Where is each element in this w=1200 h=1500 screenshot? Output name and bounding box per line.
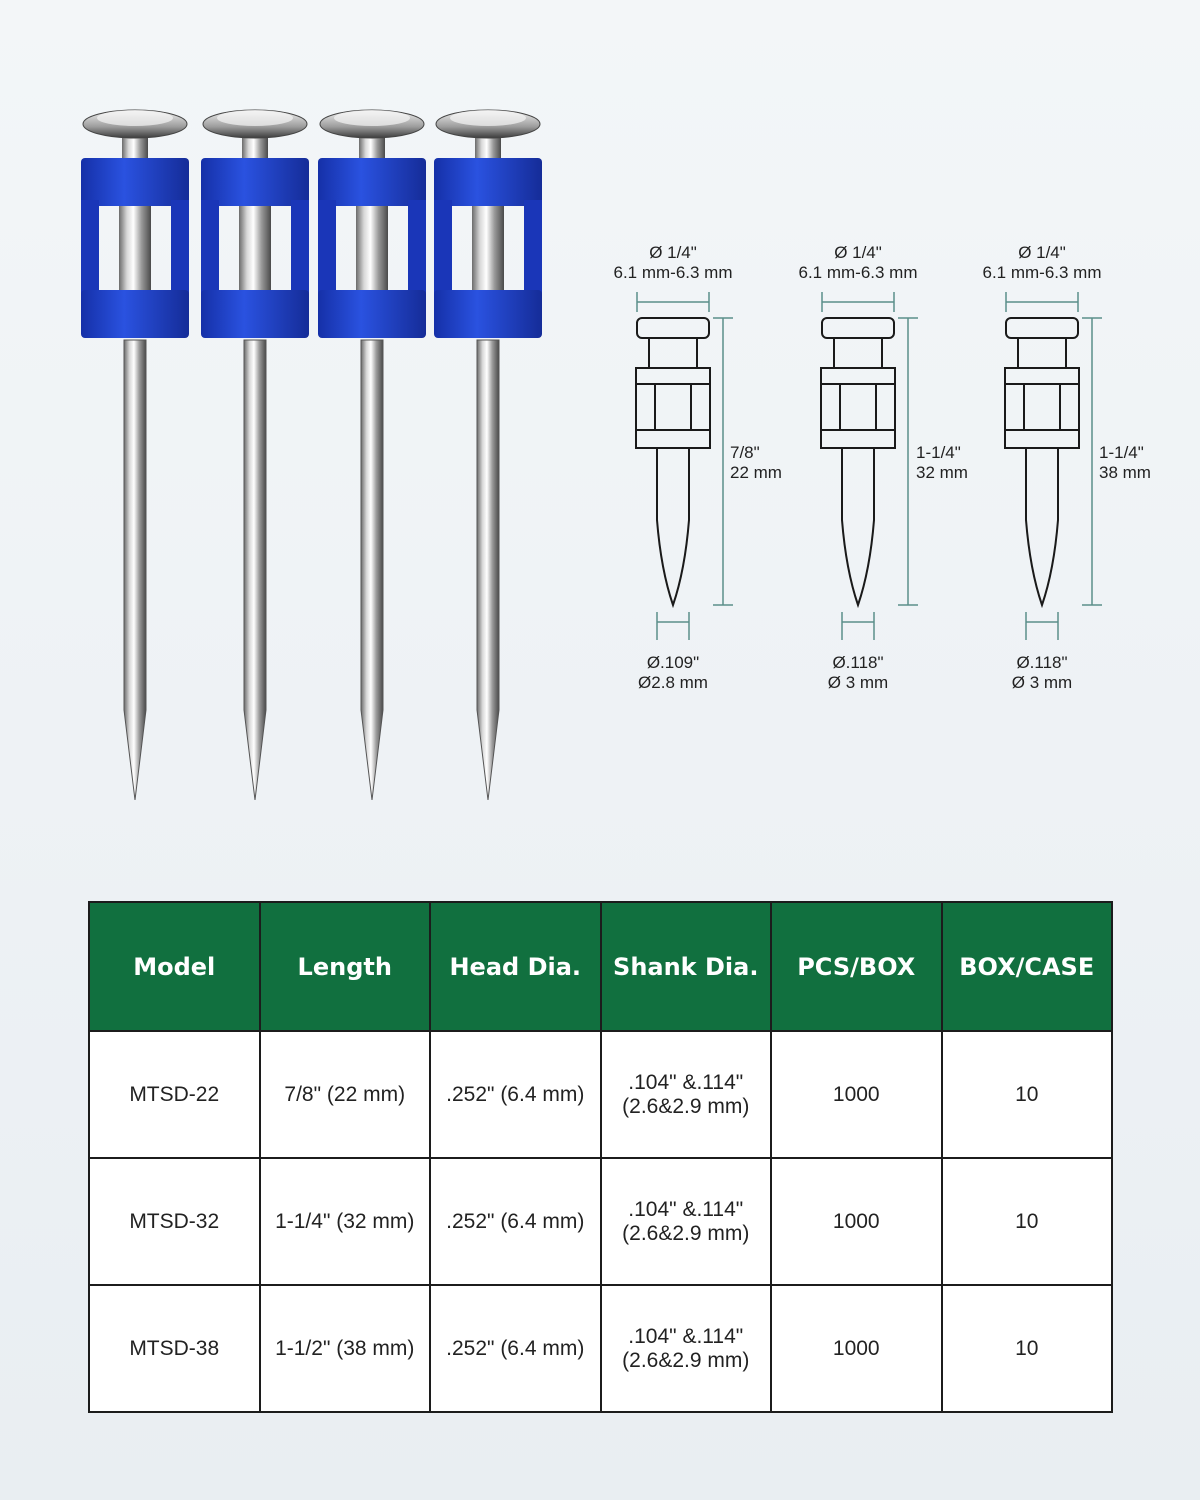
shank-mm-2: Ø 3 mm <box>827 673 889 692</box>
header-box-case: BOX/CASE <box>942 902 1113 1031</box>
pin-drawing-1 <box>613 243 781 692</box>
shank-in-3: Ø.118" <box>1016 653 1068 672</box>
drive-pin-4 <box>434 110 542 800</box>
cell-length: 1-1/2" (38 mm) <box>260 1285 431 1412</box>
cell-pcs-box: 1000 <box>771 1285 942 1412</box>
cell-shank-dia <box>601 1158 772 1285</box>
head-dia-mm-3: 6.1 mm-6.3 mm <box>982 263 1102 282</box>
cell-box-case: 10 <box>942 1031 1113 1158</box>
cell-length: 7/8" (22 mm) <box>260 1031 431 1158</box>
table-row <box>89 1158 1112 1285</box>
cell-model: MTSD-38 <box>89 1285 260 1412</box>
cell-box-case: 10 <box>942 1285 1113 1412</box>
cell-pcs-box: 1000 <box>771 1031 942 1158</box>
shank-dia-mm: (2.6&2.9 mm) <box>622 1348 750 1372</box>
shank-mm-3: Ø 3 mm <box>1011 673 1073 692</box>
length-in-1: 7/8" <box>730 443 760 462</box>
shank-dia-inch: .104" &.114" <box>628 1070 744 1094</box>
shank-in-2: Ø.118" <box>832 653 884 672</box>
head-dia-in-3: Ø 1/4" <box>1018 243 1066 262</box>
head-dia-in-2: Ø 1/4" <box>834 243 882 262</box>
drive-pin-2 <box>201 110 309 800</box>
shank-dia-inch: .104" &.114" <box>628 1324 744 1348</box>
shank-dia-inch: .104" &.114" <box>628 1197 744 1221</box>
cell-pcs-box: 1000 <box>771 1158 942 1285</box>
header-shank-dia: Shank Dia. <box>601 902 772 1031</box>
head-dia-in-1: Ø 1/4" <box>649 243 697 262</box>
cell-model: MTSD-22 <box>89 1031 260 1158</box>
shank-mm-1: Ø2.8 mm <box>638 673 708 692</box>
cell-box-case: 10 <box>942 1158 1113 1285</box>
cell-head-dia: .252" (6.4 mm) <box>430 1158 601 1285</box>
header-pcs-box: PCS/BOX <box>771 902 942 1031</box>
drive-pins-photo <box>70 100 570 820</box>
cell-model: MTSD-32 <box>89 1158 260 1285</box>
length-mm-1: 22 mm <box>730 463 782 482</box>
header-length: Length <box>260 902 431 1031</box>
table-row <box>89 1031 1112 1158</box>
head-dia-mm-2: 6.1 mm-6.3 mm <box>798 263 918 282</box>
cell-length: 1-1/4" (32 mm) <box>260 1158 431 1285</box>
cell-shank-dia <box>601 1031 772 1158</box>
pin-drawing-3 <box>982 243 1150 692</box>
drive-pin-3 <box>318 110 426 800</box>
head-dia-mm-1: 6.1 mm-6.3 mm <box>613 263 733 282</box>
drive-pin-1 <box>81 110 189 800</box>
header-model: Model <box>89 902 260 1031</box>
shank-dia-mm: (2.6&2.9 mm) <box>622 1221 750 1245</box>
spec-table <box>88 901 1113 1413</box>
length-mm-3: 38 mm <box>1099 463 1151 482</box>
cell-shank-dia <box>601 1285 772 1412</box>
shank-dia-mm: (2.6&2.9 mm) <box>622 1094 750 1118</box>
cell-head-dia: .252" (6.4 mm) <box>430 1031 601 1158</box>
cell-head-dia: .252" (6.4 mm) <box>430 1285 601 1412</box>
table-header-row <box>89 902 1112 1031</box>
shank-in-1: Ø.109" <box>646 653 700 672</box>
dimension-drawings <box>580 230 1180 710</box>
pin-drawing-2 <box>798 243 967 692</box>
length-in-2: 1-1/4" <box>916 443 961 462</box>
header-head-dia: Head Dia. <box>430 902 601 1031</box>
length-in-3: 1-1/4" <box>1099 443 1144 462</box>
length-mm-2: 32 mm <box>916 463 968 482</box>
table-row <box>89 1285 1112 1412</box>
